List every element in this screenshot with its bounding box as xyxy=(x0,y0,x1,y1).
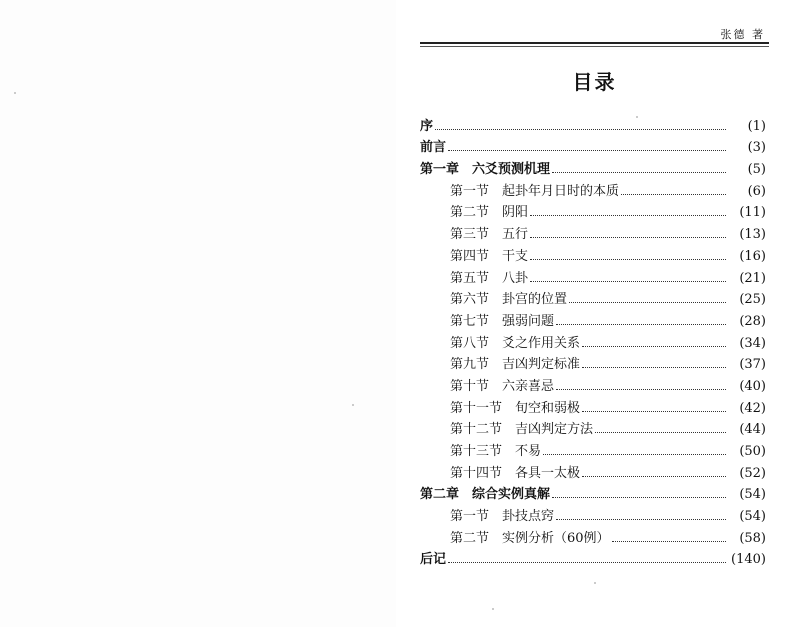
leader-dots xyxy=(543,454,726,455)
toc-entry-label: 第十四节 各具一太极 xyxy=(450,465,581,481)
toc-entry-label: 第一节 起卦年月日时的本质 xyxy=(450,183,620,199)
leader-dots xyxy=(569,302,726,303)
toc-entry-page: (1) xyxy=(747,118,766,134)
leader-dots xyxy=(530,281,726,282)
toc-entry-label: 第十节 六亲喜忌 xyxy=(450,378,555,394)
paper-speck xyxy=(352,404,354,406)
left-blank-page xyxy=(0,0,396,627)
toc-entry-page: (140) xyxy=(731,552,766,568)
toc-entry-page: (52) xyxy=(739,465,766,481)
header-rule-thin xyxy=(420,46,769,47)
toc-entry[interactable] xyxy=(420,264,766,286)
header-rule xyxy=(420,42,769,44)
toc-entry-label: 第十二节 吉凶判定方法 xyxy=(450,422,594,438)
leader-dots xyxy=(621,194,726,195)
toc-entry[interactable] xyxy=(420,307,766,329)
toc-entry-label: 第十一节 旬空和弱极 xyxy=(450,400,581,416)
toc-entry[interactable] xyxy=(420,372,766,394)
toc-entry-page: (5) xyxy=(747,162,766,178)
toc-entry-page: (42) xyxy=(739,400,766,416)
toc-title: 目录 xyxy=(572,70,617,94)
toc-entry-page: (40) xyxy=(739,378,766,394)
paper-speck xyxy=(14,92,16,94)
toc-entry-page: (25) xyxy=(739,292,766,308)
toc-entry[interactable] xyxy=(420,416,766,438)
toc-entry[interactable] xyxy=(420,134,766,156)
toc-entry-page: (37) xyxy=(739,357,766,373)
leader-dots xyxy=(582,346,726,347)
toc-entry[interactable] xyxy=(420,524,766,546)
toc-entry[interactable] xyxy=(420,481,766,503)
leader-dots xyxy=(556,324,726,325)
leader-dots xyxy=(582,476,726,477)
leader-dots xyxy=(582,367,726,368)
toc-entry[interactable] xyxy=(420,199,766,221)
toc-entry[interactable] xyxy=(420,351,766,373)
toc-entry-label: 第二节 阴阳 xyxy=(450,205,529,221)
leader-dots xyxy=(530,259,726,260)
toc-entry-page: (54) xyxy=(739,509,766,525)
toc-page xyxy=(396,0,793,627)
toc-entry[interactable] xyxy=(420,220,766,242)
paper-speck xyxy=(594,582,596,584)
toc-entry-label: 后记 xyxy=(420,552,447,568)
leader-dots xyxy=(530,215,726,216)
leader-dots xyxy=(556,389,726,390)
toc-entry-label: 第三节 五行 xyxy=(450,227,529,243)
toc-entry[interactable] xyxy=(420,502,766,524)
leader-dots xyxy=(435,129,726,130)
toc-entry-page: (50) xyxy=(739,444,766,459)
toc-entry[interactable] xyxy=(420,177,766,199)
toc-entry-page: (58) xyxy=(739,530,766,546)
toc-entry[interactable] xyxy=(420,329,766,351)
toc-entry-label: 第一节 卦技点窍 xyxy=(450,509,555,525)
toc-entry-label: 第四节 干支 xyxy=(450,248,529,264)
leader-dots xyxy=(530,237,726,238)
toc-entry-page: (34) xyxy=(739,335,766,351)
toc-entry-page: (44) xyxy=(739,422,766,438)
toc-entry[interactable] xyxy=(420,459,766,481)
toc-entry[interactable] xyxy=(420,437,766,459)
toc-entry-label: 第二节 实例分析（60例） xyxy=(450,530,610,546)
toc-list xyxy=(420,112,766,567)
leader-dots xyxy=(595,432,726,433)
toc-entry-label: 第九节 吉凶判定标准 xyxy=(450,357,581,373)
toc-entry[interactable] xyxy=(420,242,766,264)
toc-entry-page: (11) xyxy=(739,205,766,221)
toc-entry-page: (6) xyxy=(747,183,766,199)
toc-entry-page: (54) xyxy=(739,487,766,503)
toc-entry-label: 前言 xyxy=(420,140,447,156)
leader-dots xyxy=(612,541,726,542)
toc-entry[interactable] xyxy=(420,546,766,568)
toc-entry-label: 第七节 强弱问题 xyxy=(450,313,555,329)
toc-entry-label: 第五节 八卦 xyxy=(450,270,529,286)
leader-dots xyxy=(552,172,726,173)
toc-entry[interactable] xyxy=(420,286,766,308)
toc-entry-label: 第十三节 不易 xyxy=(450,444,542,459)
leader-dots xyxy=(552,497,726,498)
toc-entry-page: (13) xyxy=(739,227,766,243)
toc-entry-label: 第一章 六爻预测机理 xyxy=(420,162,551,178)
toc-entry-page: (16) xyxy=(739,248,766,264)
toc-entry[interactable] xyxy=(420,155,766,177)
toc-entry[interactable] xyxy=(420,394,766,416)
leader-dots xyxy=(582,411,726,412)
toc-entry-page: (3) xyxy=(747,140,766,156)
author-header: 张德 著 xyxy=(720,28,765,41)
toc-entry-label: 第八节 爻之作用关系 xyxy=(450,335,581,351)
leader-dots xyxy=(448,562,726,563)
leader-dots xyxy=(556,519,726,520)
toc-entry-label: 第六节 卦宫的位置 xyxy=(450,292,568,308)
toc-entry[interactable] xyxy=(420,112,766,134)
leader-dots xyxy=(448,150,726,151)
toc-entry-label: 序 xyxy=(420,118,434,134)
paper-speck xyxy=(636,116,638,118)
paper-speck xyxy=(492,608,494,610)
toc-entry-page: (28) xyxy=(739,313,766,329)
toc-entry-page: (21) xyxy=(739,270,766,286)
toc-entry-label: 第二章 综合实例真解 xyxy=(420,487,551,503)
